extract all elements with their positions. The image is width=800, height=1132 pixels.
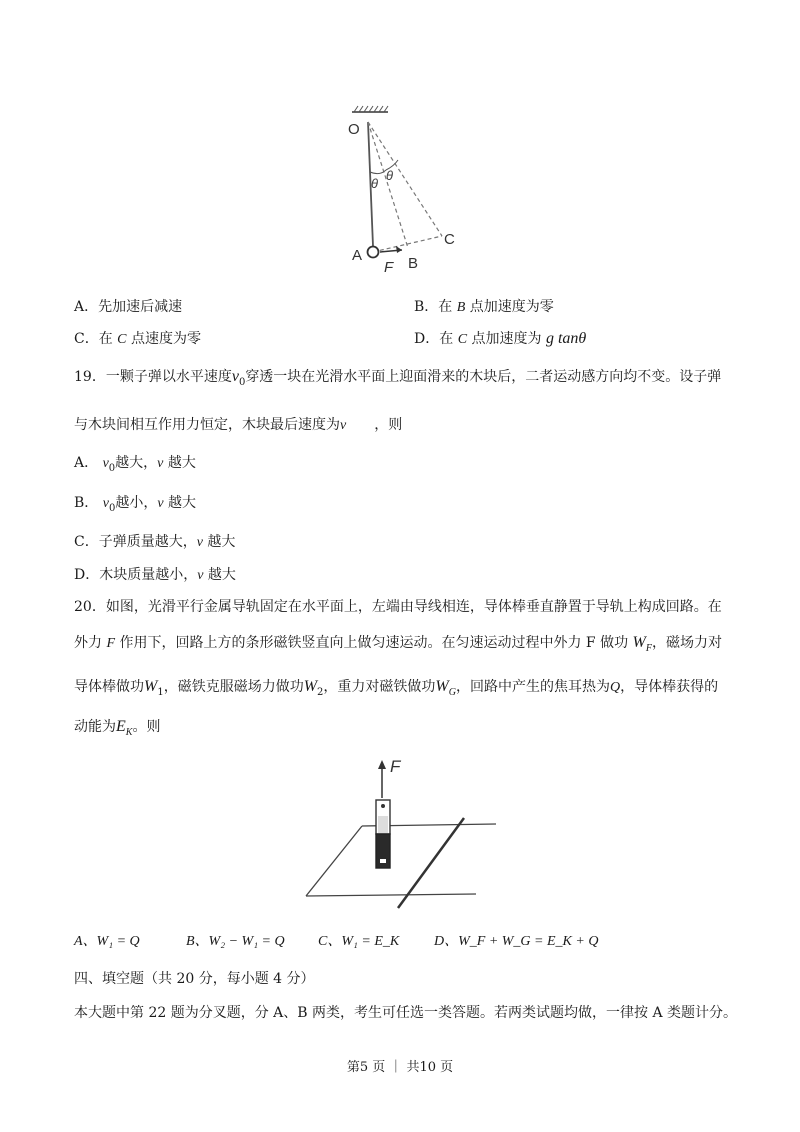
q18-option-a: A．先加速后减速 (74, 299, 183, 315)
q19-stem-line1: 19．一颗子弹以水平速度$v_0$穿透一块在光滑水平面上迎面滑来的木块后，二者运动感方向均不变。设子弹 (74, 368, 722, 388)
q19-stem-line2: 与木块间相互作用力恒定，木块最后速度为v ，则 (74, 417, 403, 433)
page-footer: 第5 页 ｜ 共10 页 (346, 1060, 454, 1075)
q18-option-b: B．在 B 点加速度为零 (414, 299, 554, 315)
label-theta-2: θ (386, 168, 394, 183)
q19-option-b: B． $v_0$越小，v 越大 (74, 495, 197, 514)
pendulum-figure (340, 100, 470, 280)
q20-option-a: A、W₁ = Q (74, 934, 140, 949)
q19-option-a: A． $v_0$越大，v 越大 (74, 455, 196, 474)
figure-F-label: F (390, 757, 401, 776)
q19-option-c: C．子弹质量越大，v 越大 (74, 534, 236, 550)
q20-stem-line2: 外力 F 作用下，回路上方的条形磁铁竖直向上做匀速运动。在匀速运动过程中外力 F 做功 $W_F$，磁场力对 (74, 634, 722, 654)
q20-option-d: D、W_F + W_G = E_K + Q (434, 934, 599, 949)
q18-option-d: D．在 C 点加速度为 g tanθ (414, 330, 587, 347)
label-F: F (384, 259, 394, 276)
section-4-title: 四、填空题（共 20 分，每小题 4 分） (74, 971, 315, 987)
q20-stem-line4: 动能为$E_K$。则 (74, 718, 161, 738)
q20-stem-line1: 20．如图，光滑平行金属导轨固定在水平面上，左端由导线相连，导体棒垂直静置于导轨上构成回路。在 (74, 599, 722, 615)
rail-magnet-figure (300, 756, 510, 916)
section-4-note: 本大题中第 22 题为分叉题，分 A、B 两类，考生可任选一类答题。若两类试题均做，一律按 A 类题计分。 (74, 1005, 738, 1021)
label-theta-1: θ (371, 176, 379, 191)
label-C: C (444, 231, 455, 248)
label-A: A (352, 247, 363, 264)
q20-option-b: B、W₂ − W₁ = Q (186, 934, 285, 949)
q18-option-c: C．在 C 点速度为零 (74, 331, 201, 347)
q19-option-d: D．木块质量越小，v 越大 (74, 567, 236, 583)
label-O: O (348, 121, 360, 138)
q20-stem-line3: 导体棒做功$W_1$，磁铁克服磁场力做功$W_2$，重力对磁铁做功$W_G$，回路中产生的焦耳热为Q，导体棒获得的 (74, 678, 719, 698)
q20-option-c: C、W₁ = E_K (318, 934, 400, 949)
label-B: B (408, 255, 419, 272)
